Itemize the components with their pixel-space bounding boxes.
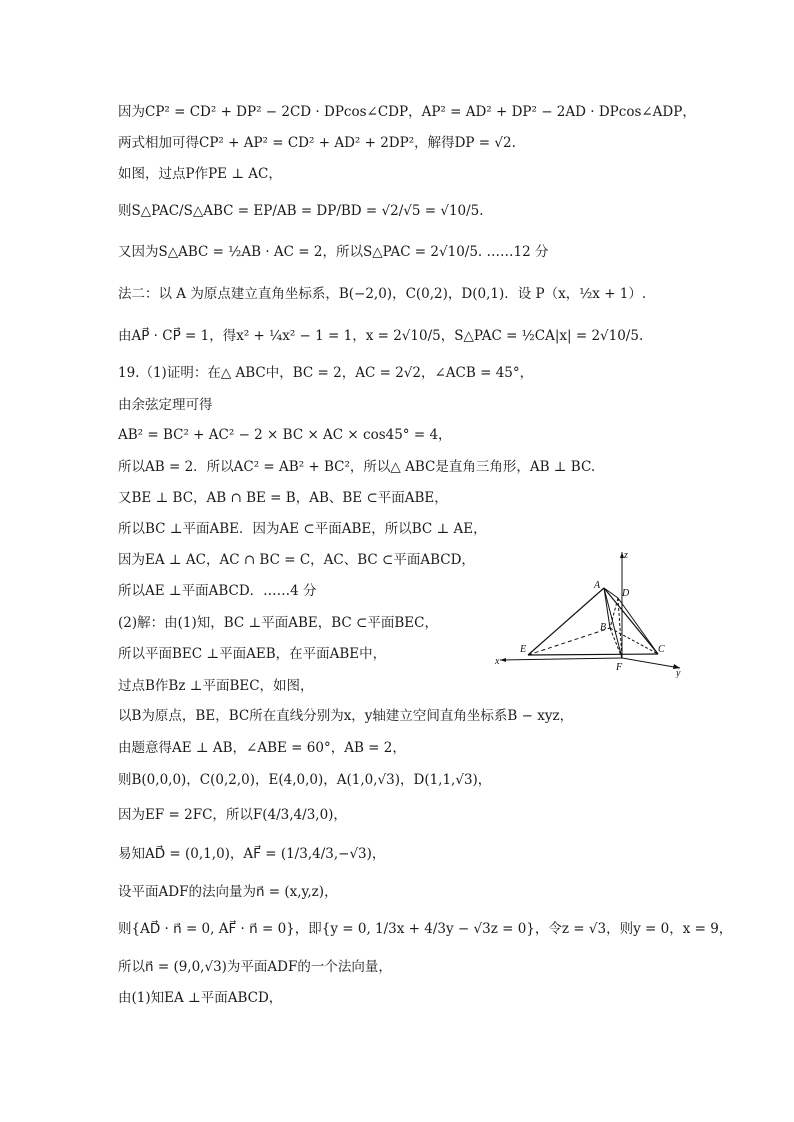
text-line-3: 如图，过点P作PE ⊥ AC， <box>118 166 282 182</box>
x-axis-arrow <box>500 658 506 662</box>
edge-bf <box>610 628 622 658</box>
text-line-9: 由余弦定理可得 <box>118 397 213 413</box>
text-line-25: 则{AD⃗ · n⃗ = 0, AF⃗ · n⃗ = 0}，即{y = 0, 1/3x + 4/3y − √3z = 0}，令z = √3，则y = 0，x = 9， <box>118 921 733 937</box>
text-line-14: 因为EA ⊥ AC，AC ∩ BC = C，AC、BC ⊂平面ABCD， <box>118 552 475 568</box>
text-line-15: 所以AE ⊥平面ABCD．……4 分 <box>118 583 317 599</box>
text-line-8: 19.（1)证明：在△ ABC中，BC = 2，AC = 2√2，∠ACB = 45°， <box>118 365 534 381</box>
text-line-23: 易知AD⃗ = (0,1,0)，AF⃗ = (1/3,4/3,−√3)， <box>118 846 386 862</box>
text-line-18: 过点B作Bz ⊥平面BEC，如图， <box>118 678 314 694</box>
text-line-11: 所以AB = 2．所以AC² = AB² + BC²，所以△ ABC是直角三角形，AB ⊥ BC. <box>118 459 596 475</box>
y-axis <box>622 658 680 668</box>
label-z: z <box>624 550 628 561</box>
label-c: C <box>658 644 665 655</box>
edge-eb <box>528 628 610 655</box>
edge-dc <box>618 598 658 654</box>
text-line-24: 设平面ADF的法向量为n⃗ = (x,y,z)， <box>118 884 338 900</box>
text-line-21: 则B(0,0,0)，C(0,2,0)，E(4,0,0)，A(1,0,√3)，D(1,1,√3)， <box>118 772 492 788</box>
text-line-16: (2)解：由(1)知，BC ⊥平面ABE，BC ⊂平面BEC， <box>118 615 438 631</box>
text-line-12: 又BE ⊥ BC，AB ∩ BE = B，AB、BE ⊂平面ABE， <box>118 490 448 506</box>
edge-db <box>610 598 618 628</box>
label-x: x <box>495 656 500 667</box>
label-e: E <box>520 644 527 655</box>
label-y: y <box>676 668 681 678</box>
text-line-13: 所以BC ⊥平面ABE．因为AE ⊂平面ABE，所以BC ⊥ AE， <box>118 521 487 537</box>
text-line-4: 则S△PAC/S△ABC = EP/AB = DP/BD = √2/√5 = √10/5. <box>118 203 484 219</box>
edge-ea <box>528 588 607 655</box>
label-f: F <box>616 662 623 673</box>
text-line-22: 因为EF = 2FC，所以F(4/3,4/3,0)， <box>118 807 347 823</box>
text-line-5: 又因为S△ABC = ½AB · AC = 2，所以S△PAC = 2√10/5. ……12 分 <box>118 244 549 260</box>
text-line-19: 以B为原点，BE，BC所在直线分别为x，y轴建立空间直角坐标系B − xyz， <box>118 708 574 724</box>
text-line-27: 由(1)知EA ⊥平面ABCD， <box>118 990 283 1006</box>
text-line-17: 所以平面BEC ⊥平面AEB，在平面ABE中， <box>118 646 387 662</box>
text-line-2: 两式相加可得CP² + AP² = CD² + AD² + 2DP²，解得DP = √2. <box>118 135 516 151</box>
text-line-10: AB² = BC² + AC² − 2 × BC × AC × cos45° = 4， <box>118 427 452 443</box>
x-axis <box>500 658 622 660</box>
text-line-20: 由题意得AE ⊥ AB，∠ABE = 60°，AB = 2， <box>118 740 406 756</box>
label-b: B <box>600 622 607 633</box>
text-line-26: 所以n⃗ = (9,0,√3)为平面ADF的一个法向量， <box>118 959 392 975</box>
text-line-7: 由AP⃗ · CP⃗ = 1，得x² + ¼x² − 1 = 1，x = 2√10/5，S△PAC = ½CA|x| = 2√10/5. <box>118 328 644 344</box>
label-a: A <box>594 580 601 591</box>
text-line-6: 法二：以 A 为原点建立直角坐标系，B(−2,0)，C(0,2)，D(0,1)．设 P（x，½x + 1）. <box>118 286 647 302</box>
geometry-figure <box>490 548 690 678</box>
label-d: D <box>622 588 630 599</box>
edge-ec <box>528 654 658 655</box>
text-line-1: 因为CP² = CD² + DP² − 2CD · DPcos∠CDP，AP² = AD² + DP² − 2AD · DPcos∠ADP， <box>118 104 696 120</box>
